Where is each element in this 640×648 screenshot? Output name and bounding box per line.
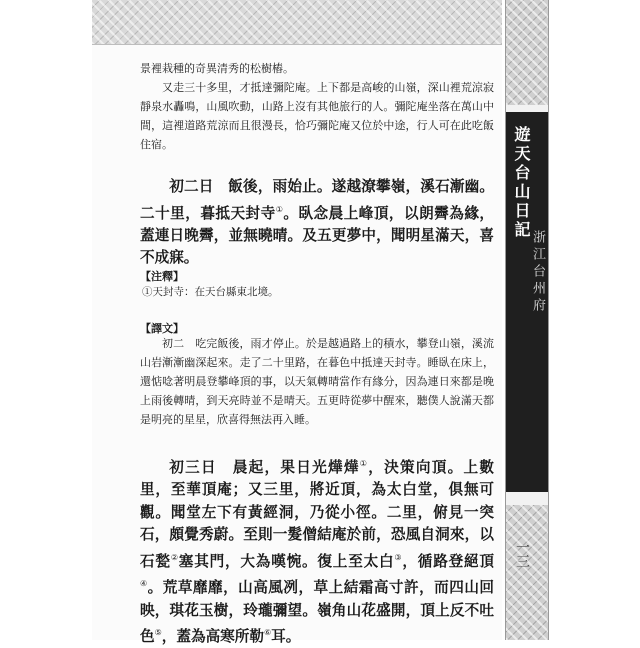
day3-original-paragraph bbox=[140, 453, 494, 648]
note-item-1: ①天封寺：在天台縣東北境。 bbox=[142, 286, 279, 298]
footnote-marker: ⑤ bbox=[154, 628, 162, 638]
translation-label: 【譯文】 bbox=[140, 322, 184, 335]
footnote-marker: ③ bbox=[394, 552, 403, 562]
intro-paragraph: 景裡栽種的奇異清秀的松樹樁。 bbox=[140, 62, 294, 75]
side-pattern-top bbox=[506, 0, 548, 105]
day3-text-6: ，蓋為高寒所勒 bbox=[161, 627, 264, 645]
day3-text-1: 初三日 晨起，果日光燁燁 bbox=[169, 458, 360, 476]
day2-text-b: 。臥念晨上峰頂，以朗霽為緣，蓋連日晚霽，並無曉晴。及五更夢中，聞明星滿天，喜不成寐。 bbox=[140, 204, 494, 267]
day3-text-7: 耳。 bbox=[271, 627, 301, 645]
side-title-block bbox=[506, 112, 548, 492]
day3-text-4: ，循路登絕頂 bbox=[402, 552, 494, 570]
translation-prev-paragraph: 又走三十多里，才抵達彌陀庵。上下都是高峻的山嶺，深山裡荒涼寂靜泉水轟鳴，山風吹動，山路上沒有其他旅行的人。彌陀庵坐落在萬山中間，這裡道路荒涼而且很漫長，恰巧彌陀庵又位於中途，行人可在此吃飯住宿。 bbox=[140, 81, 494, 151]
day2-original-paragraph bbox=[140, 176, 494, 270]
footnote-marker: ⑥ bbox=[263, 628, 272, 638]
footnote-marker: ① bbox=[359, 459, 369, 468]
notes-label: 【注釋】 bbox=[140, 270, 184, 283]
page-number: 一三 bbox=[514, 540, 530, 568]
footnote-marker: ① bbox=[275, 204, 284, 214]
day3-text-5: 。荒草靡靡，山高風冽，草上結霜高寸許，而四山回映，琪花玉樹，玲瓏彌望。嶺角山花盛開，頂上反不吐色 bbox=[140, 579, 495, 645]
decorative-header-band bbox=[92, 0, 502, 45]
day3-text-2: ，決策向頂。上數里，至華頂庵；又三里，將近頂，為太白堂，俱無可觀。聞堂左下有黃經洞，乃從小徑。二里，俯見一突石，頗覺秀蔚。至則一髮僧結庵於前，恐風自洞來，以石甃 bbox=[140, 458, 494, 570]
side-pattern-bottom bbox=[506, 505, 548, 640]
book-title: 遊天台山日記 bbox=[512, 126, 531, 240]
footnote-marker: ④ bbox=[140, 579, 148, 589]
day3-text-3: 塞其門，大為嘆惋。復上至太白 bbox=[178, 552, 395, 570]
chapter-title: 浙江台州府 bbox=[530, 230, 545, 315]
translation-paragraph: 初二 吃完飯後，雨才停止。於是越過路上的積水，攀登山嶺，溪流山岩漸漸幽深起來。走了二十里路，在暮色中抵達天封寺。睡臥在床上，還惦唸著明晨登攀峰頂的事，以天氣轉晴當作有緣分，因為連日來都是晚上雨後轉晴，到天亮時並不是晴天。五更時從夢中醒來，聽僕人說滿天都是明亮的星星，欣喜得無法再入睡。 bbox=[140, 337, 494, 426]
footnote-marker: ② bbox=[170, 552, 179, 562]
day2-text-a: 初二日 飯後，雨始止。遂越潦攀嶺，溪石漸幽。二十里，暮抵天封寺 bbox=[140, 178, 494, 222]
